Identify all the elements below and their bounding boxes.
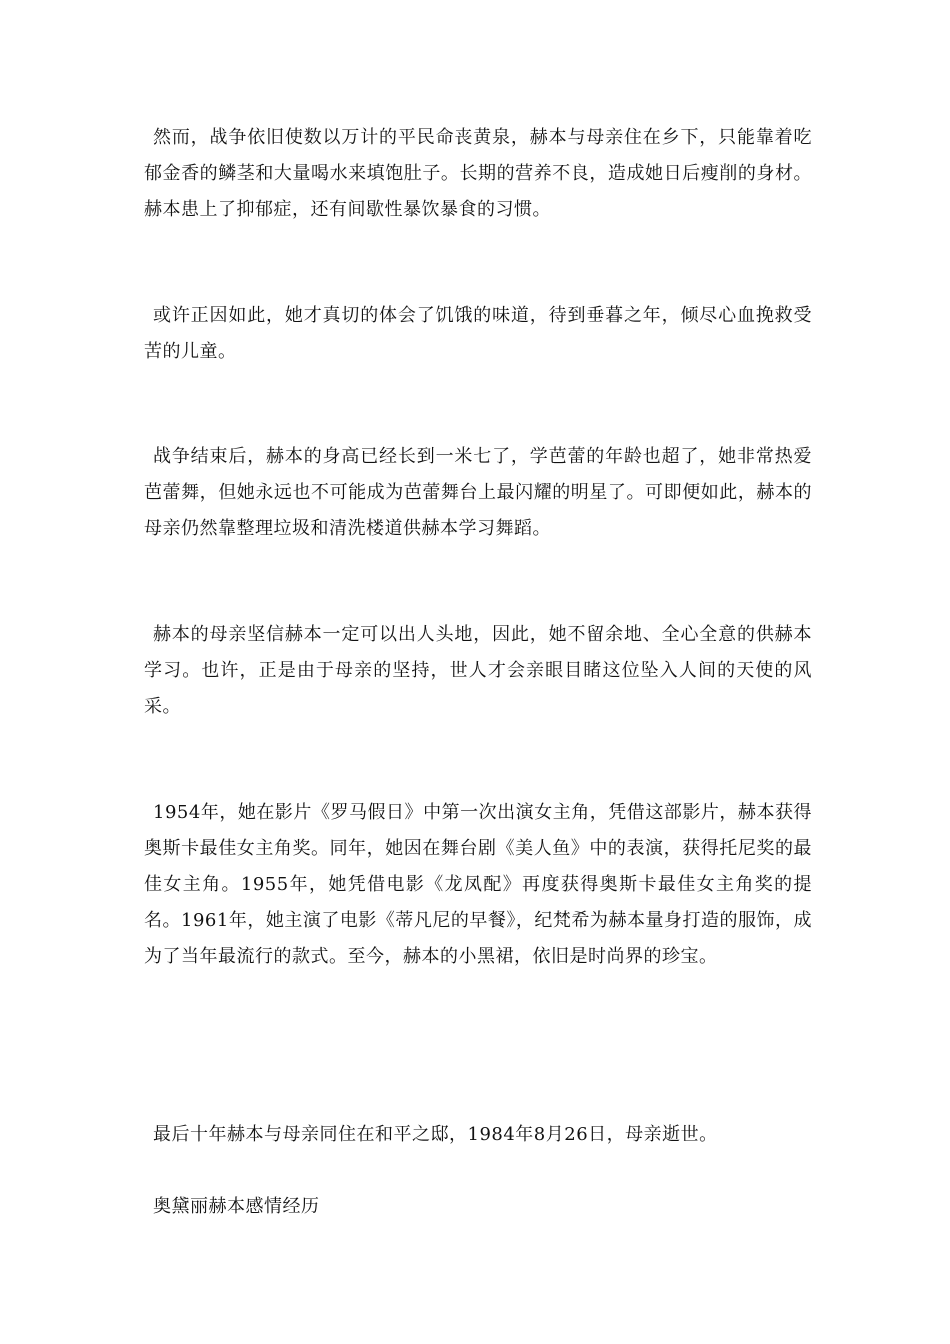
paragraph-film-career: 1954年，她在影片《罗马假日》中第一次出演女主角，凭借这部影片，赫本获得奥斯卡最佳女主角奖。同年，她因在舞台剧《美人鱼》中的表演，获得托尼奖的最佳女主角。1955年，她凭借电影《龙凤配》再度获得奥斯卡最佳女主角奖的提名。1961年，她主演了电影《蒂凡尼的早餐》，纪梵希为赫本量身打造的服饰，成为了当年最流行的款式。至今，赫本的小黑裙，依旧是时尚界的珍宝。 (144, 802, 812, 967)
paragraph-mother-death: 最后十年赫本与母亲同住在和平之邸，1984年8月26日，母亲逝世。 (153, 1124, 718, 1145)
paragraph-mother-belief: 赫本的母亲坚信赫本一定可以出人头地，因此，她不留余地、全心全意的供赫本学习。也许，正是由于母亲的坚持，世人才会亲眼目睹这位坠入人间的天使的风采。 (144, 624, 812, 717)
paragraph-war-hardship: 然而，战争依旧使数以万计的平民命丧黄泉，赫本与母亲住在乡下，只能靠着吃郁金香的鳞茎和大量喝水来填饱肚子。长期的营养不良，造成她日后瘦削的身材。赫本患上了抑郁症，还有间歇性暴饮暴食的习惯。 (144, 127, 812, 220)
paragraph-ballet: 战争结束后，赫本的身高已经长到一米七了，学芭蕾的年龄也超了，她非常热爱芭蕾舞，但她永远也不可能成为芭蕾舞台上最闪耀的明星了。可即便如此，赫本的母亲仍然靠整理垃圾和清洗楼道供赫本学习舞蹈。 (144, 446, 812, 539)
paragraph-hunger: 或许正因如此，她才真切的体会了饥饿的味道，待到垂暮之年，倾尽心血挽救受苦的儿童。 (144, 305, 812, 362)
section-heading-love-life: 奥黛丽赫本感情经历 (153, 1196, 320, 1217)
